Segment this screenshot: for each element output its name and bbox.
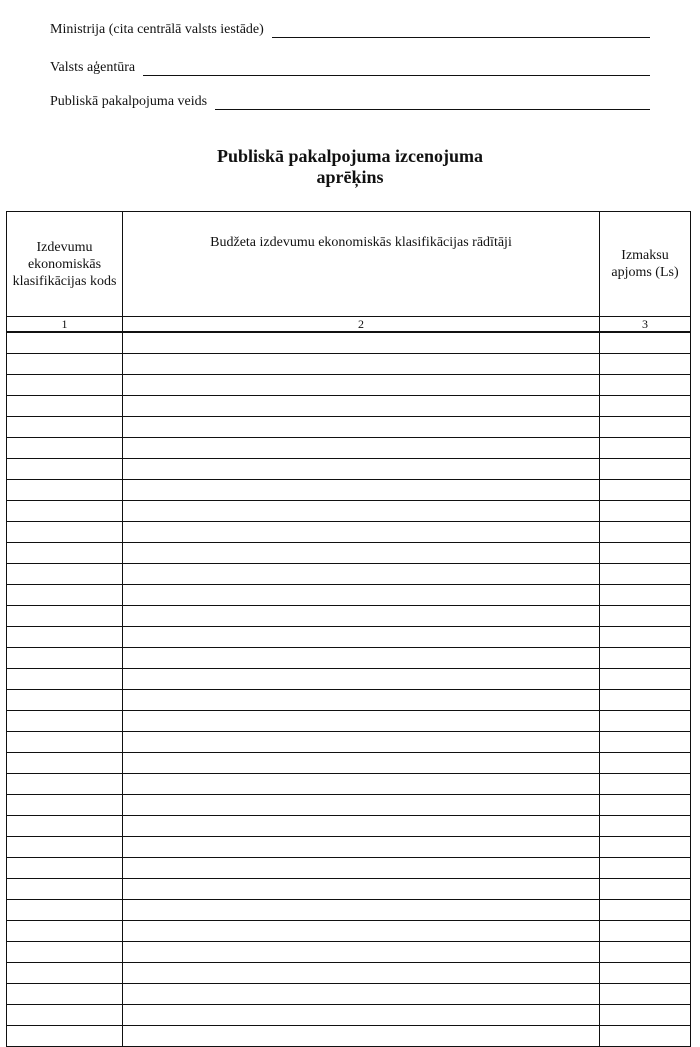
code-cell[interactable] [7, 732, 123, 753]
header-code: Izdevumu ekonomiskās klasifikācijas kods [7, 212, 123, 317]
code-cell[interactable] [7, 543, 123, 564]
indicator-cell[interactable] [123, 585, 600, 606]
ministry-field [50, 22, 650, 38]
cost-cell[interactable] [600, 354, 691, 375]
cost-cell[interactable] [600, 795, 691, 816]
cost-cell[interactable] [600, 522, 691, 543]
indicator-cell[interactable] [123, 1005, 600, 1026]
cost-cell[interactable] [600, 459, 691, 480]
code-cell[interactable] [7, 522, 123, 543]
table-row [7, 459, 691, 480]
indicator-cell[interactable] [123, 627, 600, 648]
table-header-row [7, 212, 691, 317]
title-line-1: Publiskā pakalpojuma izcenojuma [216, 146, 484, 166]
indicator-cell[interactable] [123, 459, 600, 480]
code-cell[interactable] [7, 438, 123, 459]
code-cell[interactable] [7, 774, 123, 795]
cost-cell[interactable] [600, 879, 691, 900]
ministry-input-line[interactable] [272, 23, 650, 38]
cost-cell[interactable] [600, 732, 691, 753]
document-title [0, 146, 700, 188]
indicator-cell[interactable] [123, 900, 600, 921]
code-cell[interactable] [7, 354, 123, 375]
table-row [7, 774, 691, 795]
table-row [7, 921, 691, 942]
table-row [7, 816, 691, 837]
indicator-cell[interactable] [123, 795, 600, 816]
agency-field [50, 60, 650, 76]
table-row [7, 606, 691, 627]
cost-cell[interactable] [600, 1026, 691, 1047]
indicator-cell[interactable] [123, 669, 600, 690]
indicator-cell[interactable] [123, 858, 600, 879]
cost-cell[interactable] [600, 690, 691, 711]
indicator-cell[interactable] [123, 354, 600, 375]
code-cell[interactable] [7, 669, 123, 690]
code-cell[interactable] [7, 564, 123, 585]
header-cost: Izmaksu apjoms (Ls) [600, 212, 691, 317]
cost-cell[interactable] [600, 984, 691, 1005]
cost-cell[interactable] [600, 375, 691, 396]
table-row [7, 480, 691, 501]
code-cell[interactable] [7, 795, 123, 816]
cost-cell[interactable] [600, 774, 691, 795]
indicator-cell[interactable] [123, 942, 600, 963]
cost-cell[interactable] [600, 942, 691, 963]
table-row [7, 900, 691, 921]
cost-cell[interactable] [600, 837, 691, 858]
cost-cell[interactable] [600, 648, 691, 669]
code-cell[interactable] [7, 921, 123, 942]
table-row [7, 564, 691, 585]
indicator-cell[interactable] [123, 753, 600, 774]
table-row [7, 501, 691, 522]
indicator-cell[interactable] [123, 837, 600, 858]
cost-cell[interactable] [600, 627, 691, 648]
indicator-cell[interactable] [123, 1026, 600, 1047]
table-row [7, 858, 691, 879]
title-line-2: aprēķins [316, 167, 384, 187]
table-row [7, 984, 691, 1005]
code-cell[interactable] [7, 879, 123, 900]
cost-cell[interactable] [600, 1005, 691, 1026]
indicator-cell[interactable] [123, 396, 600, 417]
code-cell[interactable] [7, 900, 123, 921]
table-row [7, 669, 691, 690]
table-row [7, 942, 691, 963]
code-cell[interactable] [7, 648, 123, 669]
code-cell[interactable] [7, 417, 123, 438]
code-cell[interactable] [7, 753, 123, 774]
calculation-table [6, 211, 691, 1047]
table-row [7, 1005, 691, 1026]
code-cell[interactable] [7, 606, 123, 627]
cost-cell[interactable] [600, 438, 691, 459]
cost-cell[interactable] [600, 858, 691, 879]
table-row [7, 543, 691, 564]
indicator-cell[interactable] [123, 332, 600, 354]
table-row [7, 417, 691, 438]
indicator-cell[interactable] [123, 732, 600, 753]
code-cell[interactable] [7, 396, 123, 417]
cost-cell[interactable] [600, 816, 691, 837]
indicator-cell[interactable] [123, 564, 600, 585]
table-row [7, 375, 691, 396]
agency-label: Valsts aģentūra [50, 60, 136, 75]
indicator-cell[interactable] [123, 816, 600, 837]
column-number-3: 3 [600, 317, 691, 333]
code-cell[interactable] [7, 711, 123, 732]
code-cell[interactable] [7, 459, 123, 480]
table-row [7, 522, 691, 543]
indicator-cell[interactable] [123, 501, 600, 522]
indicator-cell[interactable] [123, 774, 600, 795]
code-cell[interactable] [7, 332, 123, 354]
cost-cell[interactable] [600, 753, 691, 774]
code-cell[interactable] [7, 480, 123, 501]
table-row [7, 711, 691, 732]
cost-cell[interactable] [600, 396, 691, 417]
indicator-cell[interactable] [123, 690, 600, 711]
cost-cell[interactable] [600, 711, 691, 732]
code-cell[interactable] [7, 816, 123, 837]
code-cell[interactable] [7, 1005, 123, 1026]
indicator-cell[interactable] [123, 606, 600, 627]
table-row [7, 354, 691, 375]
cost-cell[interactable] [600, 900, 691, 921]
code-cell[interactable] [7, 963, 123, 984]
cost-cell[interactable] [600, 669, 691, 690]
cost-cell[interactable] [600, 501, 691, 522]
ministry-label: Ministrija (cita centrālā valsts iestāde) [50, 22, 264, 37]
indicator-cell[interactable] [123, 921, 600, 942]
cost-cell[interactable] [600, 921, 691, 942]
indicator-cell[interactable] [123, 963, 600, 984]
indicator-cell[interactable] [123, 375, 600, 396]
table-row [7, 732, 691, 753]
indicator-cell[interactable] [123, 417, 600, 438]
indicator-cell[interactable] [123, 438, 600, 459]
indicator-cell[interactable] [123, 984, 600, 1005]
service-type-input-line[interactable] [215, 95, 650, 110]
cost-cell[interactable] [600, 606, 691, 627]
service-type-field [50, 94, 650, 110]
indicator-cell[interactable] [123, 711, 600, 732]
code-cell[interactable] [7, 585, 123, 606]
table-row [7, 879, 691, 900]
indicator-cell[interactable] [123, 879, 600, 900]
table-row [7, 963, 691, 984]
agency-input-line[interactable] [143, 61, 650, 76]
table-row [7, 332, 691, 354]
column-number-row [7, 317, 691, 333]
code-cell[interactable] [7, 627, 123, 648]
cost-cell[interactable] [600, 585, 691, 606]
cost-cell[interactable] [600, 332, 691, 354]
table-row [7, 396, 691, 417]
table-body [7, 332, 691, 1047]
code-cell[interactable] [7, 984, 123, 1005]
cost-cell[interactable] [600, 543, 691, 564]
cost-cell[interactable] [600, 564, 691, 585]
cost-cell[interactable] [600, 963, 691, 984]
code-cell[interactable] [7, 375, 123, 396]
table-row [7, 837, 691, 858]
code-cell[interactable] [7, 690, 123, 711]
cost-cell[interactable] [600, 480, 691, 501]
table-row [7, 627, 691, 648]
code-cell[interactable] [7, 942, 123, 963]
indicator-cell[interactable] [123, 480, 600, 501]
table-row [7, 438, 691, 459]
cost-cell[interactable] [600, 417, 691, 438]
code-cell[interactable] [7, 837, 123, 858]
service-type-label: Publiskā pakalpojuma veids [50, 94, 208, 109]
code-cell[interactable] [7, 858, 123, 879]
indicator-cell[interactable] [123, 648, 600, 669]
indicator-cell[interactable] [123, 543, 600, 564]
table-row [7, 1026, 691, 1047]
table-row [7, 795, 691, 816]
indicator-cell[interactable] [123, 522, 600, 543]
code-cell[interactable] [7, 1026, 123, 1047]
code-cell[interactable] [7, 501, 123, 522]
header-indicators: Budžeta izdevumu ekonomiskās klasifikācijas rādītāji [123, 212, 600, 317]
table-row [7, 648, 691, 669]
table-row [7, 585, 691, 606]
column-number-2: 2 [123, 317, 600, 333]
table-row [7, 690, 691, 711]
column-number-1: 1 [7, 317, 123, 333]
table-row [7, 753, 691, 774]
